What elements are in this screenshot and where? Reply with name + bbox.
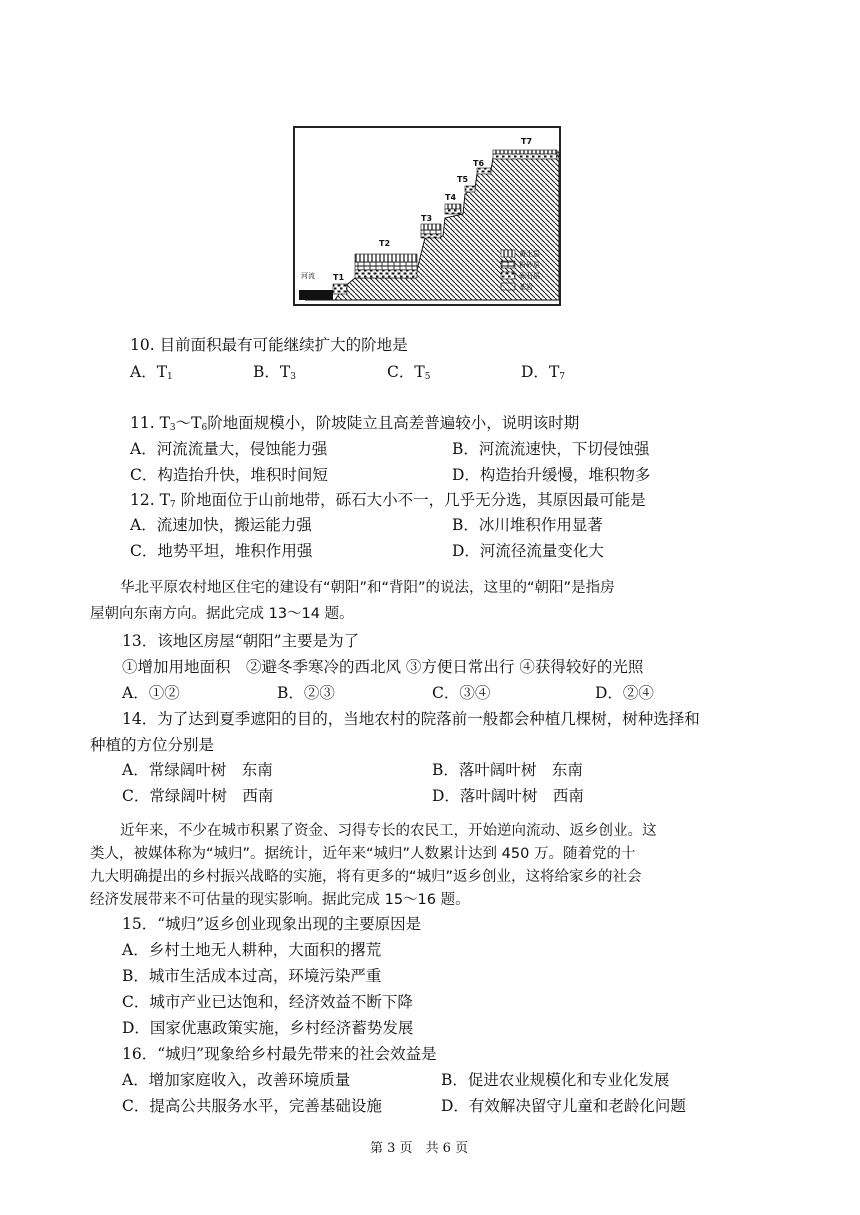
q14-stem-line2: 种植的方位分别是 (90, 736, 215, 754)
t6-deposit (477, 168, 491, 174)
t3-loess (421, 224, 441, 230)
q16-stem: 16．“城归”现象给乡村最先带来的社会效益是 (122, 1045, 437, 1063)
t5-deposit (465, 186, 475, 192)
q11-option-b: B．河流流速快，下切侵蚀强 (452, 440, 650, 458)
terrace-label-t4: T4 (445, 193, 457, 202)
terrace-label-t7: T7 (521, 137, 533, 146)
legend-silt: 粉砂层 (519, 261, 540, 269)
river-label: 河流 (301, 272, 315, 280)
q10-option-a: A．$T_1$ (130, 363, 173, 382)
t1-deposit (333, 284, 347, 294)
q15-option-a: A．乡村土地无人耕种，大面积的撂荒 (122, 941, 382, 959)
passage2-line4: 经济发展带来不可估量的现实影响。据此完成 15～16 题。 (90, 892, 470, 908)
q10-option-b: B．$T_3$ (253, 363, 296, 382)
q13-option-d: D．②④ (595, 684, 654, 702)
legend-bedrock: 基岩 (519, 283, 533, 291)
q11-stem: 11. $T_3\sim T_6$阶地面规模小，阶坡陡立且高差普遍较小，说明该时期 (130, 414, 580, 433)
q11-option-d: D．构造抬升缓慢，堆积物多 (452, 466, 651, 484)
river (299, 290, 333, 300)
q16-option-d: D．有效解决留守儿童和老龄化问题 (441, 1097, 686, 1115)
t4-gravel (445, 209, 461, 214)
passage2-line3: 九大明确提出的乡村振兴战略的实施，将有更多的“城归”返乡创业，这将给家乡的社会 (90, 869, 642, 885)
q14-option-c: C．常绿阔叶树 西南 (122, 787, 274, 805)
q10-stem: 10. 目前面积最有可能继续扩大的阶地是 (130, 336, 408, 354)
legend-loess: 黄土层 (519, 250, 540, 258)
q15-option-c: C．城市产业已达饱和，经济效益不断下降 (122, 993, 413, 1011)
q16-option-c: C．提高公共服务水平，完善基础设施 (122, 1097, 382, 1115)
q12-option-d: D．河流径流量变化大 (452, 542, 604, 560)
q14-option-a: A．常绿阔叶树 东南 (122, 761, 273, 779)
t7-gravel (493, 154, 557, 159)
q12-option-c: C．地势平坦，堆积作用强 (130, 542, 313, 560)
t7-loess (493, 150, 557, 154)
t4-loess (445, 204, 461, 209)
q14-option-b: B．落叶阔叶树 东南 (432, 761, 583, 779)
terrace-label-t3: T3 (421, 214, 433, 223)
terrace-label-t6: T6 (473, 159, 485, 168)
q15-option-b: B．城市生活成本过高，环境污染严重 (122, 967, 382, 985)
q12-stem: 12. $T_7$ 阶地面位于山前地带，砾石大小不一，几乎无分选，其原因最可能是 (130, 491, 646, 510)
page-footer: 第 3 页 共 6 页 (370, 1141, 469, 1156)
q11-option-a: A．河流流量大，侵蚀能力强 (130, 440, 328, 458)
q13-option-b: B．②③ (277, 684, 335, 702)
passage1-line2: 屋朝向东南方向。据此完成 13～14 题。 (90, 606, 354, 622)
terrace-label-t2: T2 (379, 239, 391, 248)
terrace-label-t5: T5 (457, 175, 469, 184)
passage2-line2: 类人，被媒体称为“城归”。据统计，近年来“城归”人数累计达到 450 万。随着党的十 (90, 846, 636, 862)
q13-items: ①增加用地面积 ②避冬季寒冷的西北风 ③方便日常出行 ④获得较好的光照 (122, 658, 644, 676)
terrace-label-t1: T1 (333, 273, 345, 282)
q13-option-c: C．③④ (432, 684, 491, 702)
q12-option-a: A．流速加快，搬运能力强 (130, 516, 312, 534)
t2-gravel (355, 270, 417, 278)
q10-option-d: D．$T_7$ (521, 363, 566, 382)
t2-loess (355, 254, 417, 262)
t2-silt (355, 262, 417, 270)
terrace-figure (293, 126, 561, 306)
q10-option-c: C．$T_5$ (387, 363, 431, 382)
passage1-line1: 华北平原农村地区住宅的建设有“朝阳”和“背阳”的说法，这里的“朝阳”是指房 (120, 580, 615, 596)
t3-gravel (421, 234, 441, 238)
passage2-line1: 近年来，不少在城市积累了资金、习得专长的农民工，开始逆向流动、返乡创业。这 (120, 823, 657, 839)
q11-option-c: C．构造抬升快，堆积时间短 (130, 466, 328, 484)
q12-option-b: B．冰川堆积作用显著 (452, 516, 603, 534)
q14-stem-line1: 14．为了达到夏季遮阳的目的，当地农村的院落前一般都会种植几棵树，树种选择和 (122, 710, 700, 728)
q13-stem: 13．该地区房屋“朝阳”主要是为了 (122, 632, 360, 650)
terrace-diagram (295, 128, 559, 304)
q14-option-d: D．落叶阔叶树 西南 (432, 787, 584, 805)
q15-option-d: D．国家优惠政策实施，乡村经济蓄势发展 (122, 1019, 414, 1037)
q13-option-a: A．①② (122, 684, 180, 702)
q15-stem: 15．“城归”返乡创业现象出现的主要原因是 (122, 915, 422, 933)
q16-option-a: A．增加家庭收入，改善环境质量 (122, 1071, 351, 1089)
legend-gravel: 砾石层 (519, 272, 540, 280)
q16-option-b: B．促进农业规模化和专业化发展 (441, 1071, 670, 1089)
t3-silt (421, 230, 441, 234)
